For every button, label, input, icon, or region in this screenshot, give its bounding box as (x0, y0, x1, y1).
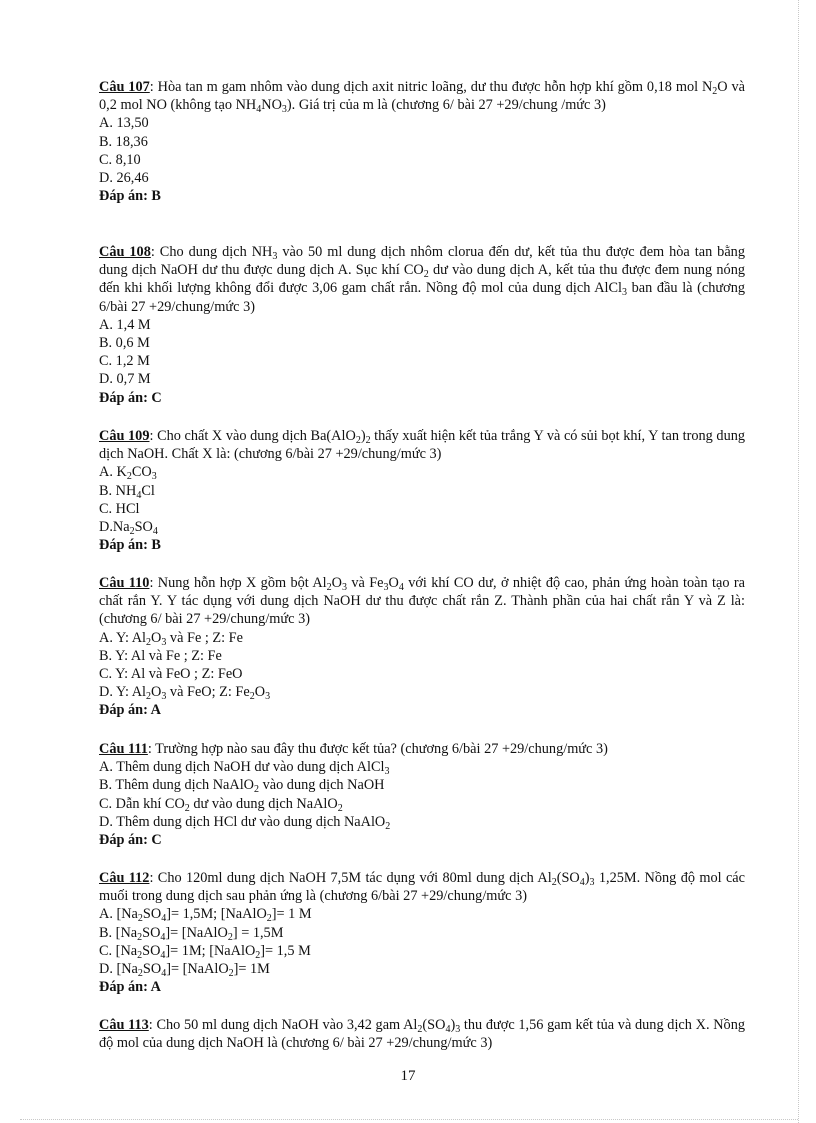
option-d: D. 0,7 M (99, 371, 151, 388)
question-stem (99, 427, 745, 463)
option-a: A. $[Na_2SO_4]= 1,5M$; [NaAlO$_2$]= 1 M (99, 906, 312, 925)
question-label: Câu 108 (99, 244, 151, 260)
question-stem (99, 740, 745, 758)
question-stem (99, 78, 745, 114)
option-d: D. Y: $Al_2O_3$ và FeO; Z: $Fe_2O_3$ (99, 684, 271, 703)
answer-key: Đáp án: B (99, 537, 161, 554)
question-text: : Cho dung dịch $NH_3$ vào 50 ml dung dịch nhôm clorua đến dư, kết tủa thu được đem hòa tan bằng dung dịch NaOH dư thu được dung dịch A. Sục khí $CO_2$ dư vào dung dịch A, kết tủa thu được đem nung nóng đến khi khối lượng không đổi được 3,06 gam chất rắn. Nồng độ mol của dung dịch AlCl$_3$ ban đầu là (chương 6/bài 27 +29/chung/mức 3) (99, 244, 746, 315)
option-a: A. $K_2CO_3$ (99, 464, 157, 483)
question-108 (99, 243, 745, 407)
option-d: D. 26,46 (99, 170, 149, 187)
option-b: B. Thêm dung dịch NaAlO$_2$ vào dung dịch NaOH (99, 777, 385, 796)
option-d: D. Thêm dung dịch HCl dư vào dung dịch NaAlO$_2$ (99, 813, 391, 832)
question-stem (99, 1016, 745, 1052)
question-111 (99, 740, 745, 849)
question-label: Câu 110 (99, 575, 150, 591)
question-text: : Cho chất X vào dung dịch $Ba(AlO_2)_2$ thấy xuất hiện kết tủa trắng Y và có sủi bọt khí, Y tan trong dung dịch NaOH. Chất X là: (chương 6/bài 27 +29/chung/mức 3) (99, 428, 746, 463)
question-label: Câu 112 (99, 870, 150, 886)
option-a: A. Y: $Al_2O_3$ và Fe ; Z: Fe (99, 629, 243, 648)
question-109 (99, 427, 745, 554)
option-b: B. Y: Al và Fe ; Z: Fe (99, 647, 222, 664)
option-a: A. 13,50 (99, 115, 149, 132)
question-text: : Hòa tan m gam nhôm vào dung dịch axit nitric loãng, dư thu được hỗn hợp khí gồm 0,18 mol $N_2O$ và 0,2 mol NO (không tạo $NH_4NO_3$). Giá trị của m là (chương 6/ bài 27 +29/chung /mức 3) (99, 79, 745, 116)
option-b: B. $[Na_2SO_4]=$ [NaAlO$_2$] = 1,5M (99, 924, 284, 943)
option-c: C. $[Na_2SO_4]= 1M$; [NaAlO$_2$]= 1,5 M (99, 942, 311, 961)
option-c: C. 1,2 M (99, 353, 150, 370)
question-label: Câu 113 (99, 1017, 149, 1033)
option-a: A. 1,4 M (99, 316, 151, 333)
option-d: D. $[Na_2SO_4]=$ [NaAlO$_2$]= 1M (99, 961, 270, 980)
question-text: : Cho 120ml dung dịch NaOH 7,5M tác dụng với 80ml dung dịch $Al_2(SO_4)_3$ 1,25M. Nồng độ mol các muối trong dung dịch sau phản ứng là (chương 6/bài 27 +29/chung/mức 3) (99, 870, 745, 905)
option-a: A. Thêm dung dịch NaOH dư vào dung dịch AlCl$_3$ (99, 759, 390, 778)
answer-key: Đáp án: A (99, 979, 161, 996)
option-d: $D.Na_2SO_4$ (99, 519, 158, 538)
question-label: Câu 111 (99, 741, 148, 757)
option-c: C. HCl (99, 500, 140, 517)
question-label: Câu 107 (99, 79, 150, 95)
question-113 (99, 1016, 745, 1052)
answer-key: Đáp án: B (99, 188, 161, 205)
answer-key: Đáp án: C (99, 832, 162, 849)
question-stem (99, 243, 745, 316)
option-c: C. Dẫn khí $CO_2$ dư vào dung dịch NaAlO$_2$ (99, 795, 343, 814)
question-107 (99, 78, 745, 205)
option-c: C. Y: Al và FeO ; Z: FeO (99, 666, 243, 683)
option-c: C. 8,10 (99, 151, 141, 168)
option-b: B. $NH_4Cl$ (99, 482, 155, 501)
question-112 (99, 869, 745, 996)
question-stem (99, 574, 745, 629)
right-margin-rule (798, 0, 799, 1123)
page-number: 17 (400, 1068, 416, 1084)
option-b: B. 18,36 (99, 133, 148, 150)
question-stem (99, 869, 745, 905)
question-110 (99, 574, 745, 720)
answer-key: Đáp án: C (99, 389, 162, 406)
question-text: : Nung hỗn hợp X gồm bột $Al_2O_3$ và $Fe_3O_4$ với khí CO dư, ở nhiệt độ cao, phản ứng hoàn toàn tạo ra chất rắn Y. Y tác dụng với dung dịch NaOH dư thu được chất rắn Z. Thành phần của hai chất rắn Y và Z là: (chương 6/ bài 27 +29/chung/mức 3) (99, 575, 745, 628)
question-label: Câu 109 (99, 428, 150, 444)
question-text: : Cho 50 ml dung dịch NaOH vào 3,42 gam $Al_2(SO_4)_3$ thu được 1,56 gam kết tủa và dung dịch X. Nồng độ mol của dung dịch NaOH là (chương 6/ bài 27 +29/chung/mức 3) (99, 1017, 746, 1052)
option-b: B. 0,6 M (99, 335, 150, 352)
bottom-margin-rule (20, 1119, 798, 1120)
question-text: : Trường hợp nào sau đây thu được kết tủa? (chương 6/bài 27 +29/chung/mức 3) (147, 741, 608, 757)
answer-key: Đáp án: A (99, 702, 161, 719)
